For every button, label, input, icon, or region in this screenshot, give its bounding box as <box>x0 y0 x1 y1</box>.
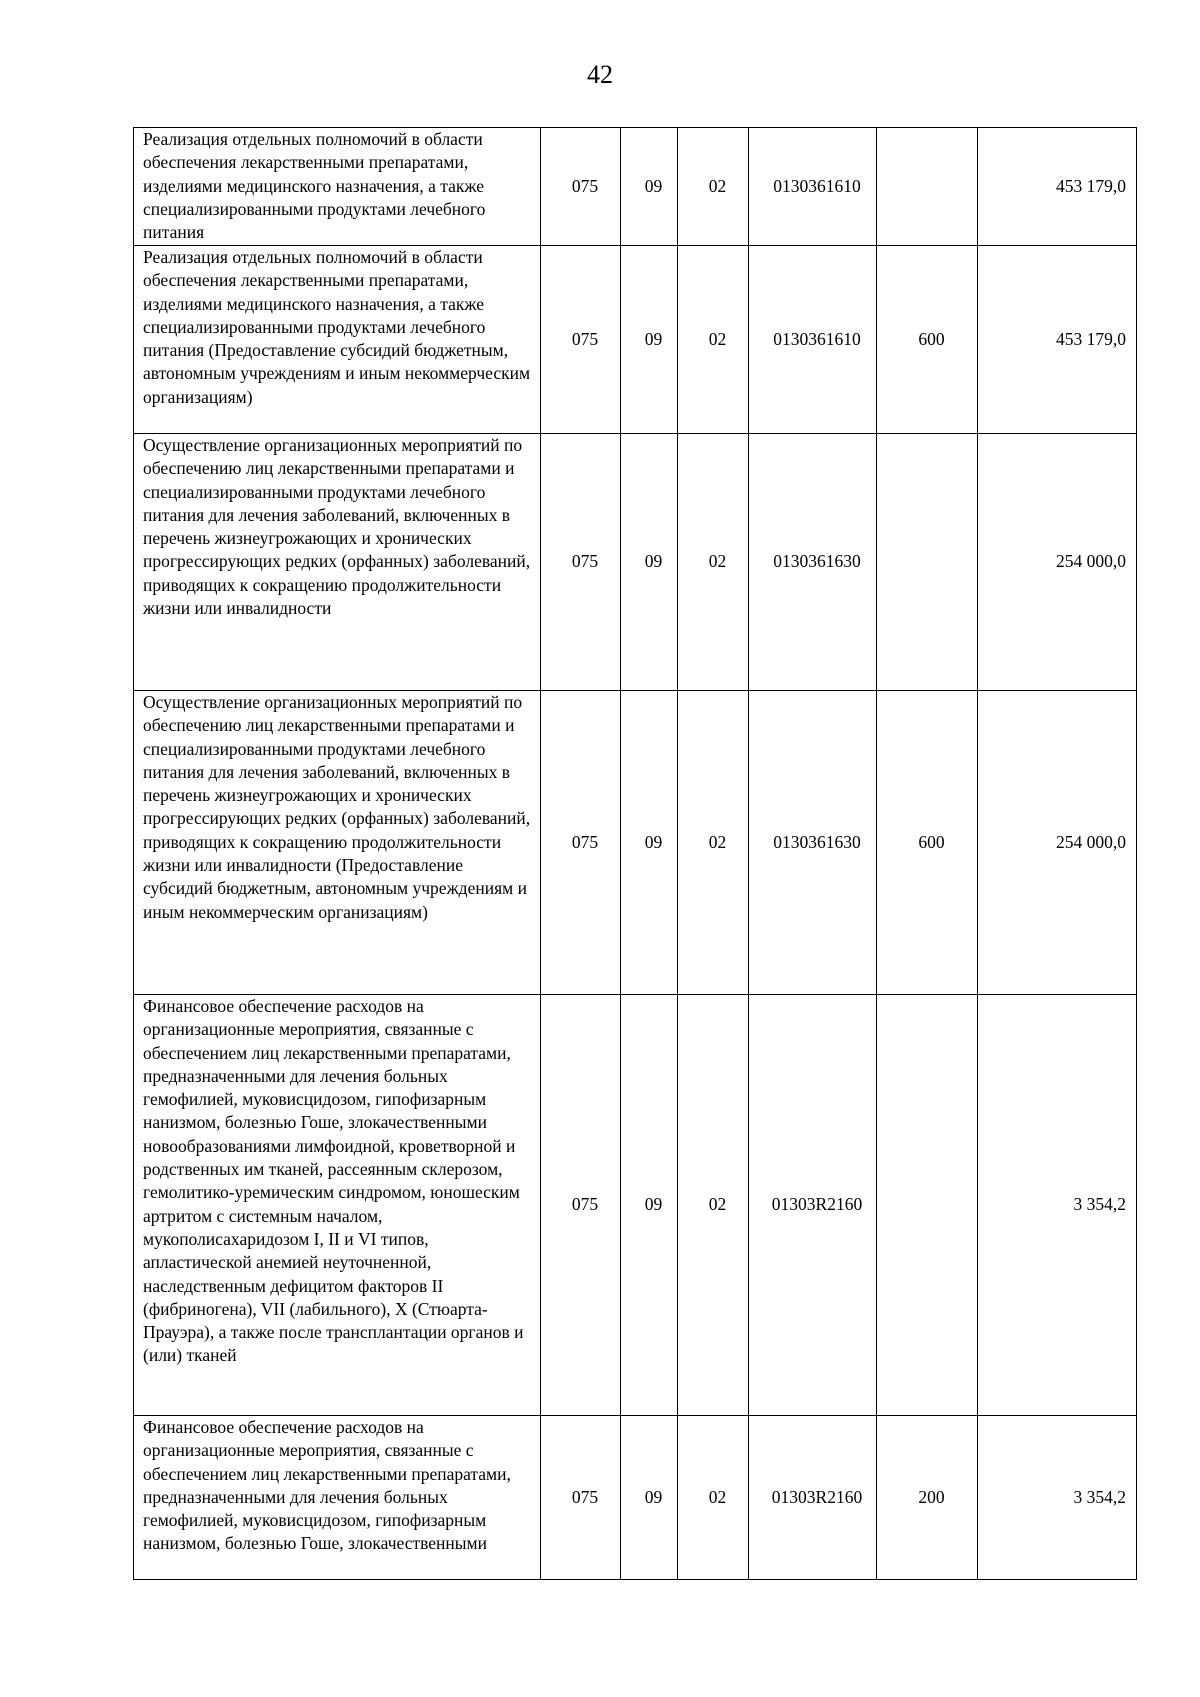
ministry-code-cell: 075 <box>541 691 621 995</box>
table-row <box>134 995 1137 1416</box>
table-row <box>134 434 1137 691</box>
ministry-code-cell: 075 <box>541 128 621 246</box>
amount-cell: 3 354,2 <box>978 1416 1137 1580</box>
target-article-cell: 0130361630 <box>749 434 877 691</box>
section-code-cell: 09 <box>621 434 678 691</box>
expense-name-cell: Осуществление организационных мероприятий по обеспечению лиц лекарственными препаратами и специализированными продуктами лечебного питания для лечения заболеваний, включенных в перечень жизнеугрожающих и хронических прогрессирующих редких (орфанных) заболеваний, приводящих к сокращению продолжительности жизни или инвалидности <box>134 434 541 691</box>
budget-table <box>133 127 1137 1580</box>
section-code-cell: 09 <box>621 246 678 434</box>
target-article-cell: 0130361630 <box>749 691 877 995</box>
expense-name-cell: Реализация отдельных полномочий в области обеспечения лекарственными препаратами, изделиями медицинского назначения, а также специализированными продуктами лечебного питания (Предоставление субсидий бюджетным, автономным учреждениям и иным некоммерческим организациям) <box>134 246 541 434</box>
subsection-code-cell: 02 <box>678 691 749 995</box>
section-code-cell: 09 <box>621 1416 678 1580</box>
expense-type-cell: 600 <box>877 246 978 434</box>
expense-name-cell: Финансовое обеспечение расходов на организационные мероприятия, связанные с обеспечением лиц лекарственными препаратами, предназначенными для лечения больных гемофилией, муковисцидозом, гипофизарным нанизмом, болезнью Гоше, злокачественными <box>134 1416 541 1580</box>
expense-name-cell: Осуществление организационных мероприятий по обеспечению лиц лекарственными препаратами и специализированными продуктами лечебного питания для лечения заболеваний, включенных в перечень жизнеугрожающих и хронических прогрессирующих редких (орфанных) заболеваний, приводящих к сокращению продолжительности жизни или инвалидности (Предоставление субсидий бюджетным, автономным учреждениям и иным некоммерческим организациям) <box>134 691 541 995</box>
subsection-code-cell: 02 <box>678 995 749 1416</box>
page-number: 42 <box>587 60 613 89</box>
ministry-code-cell: 075 <box>541 246 621 434</box>
ministry-code-cell: 075 <box>541 1416 621 1580</box>
expense-type-cell: 200 <box>877 1416 978 1580</box>
expense-type-cell <box>877 128 978 246</box>
expense-type-cell: 600 <box>877 691 978 995</box>
target-article-cell: 0130361610 <box>749 246 877 434</box>
subsection-code-cell: 02 <box>678 434 749 691</box>
target-article-cell: 01303R2160 <box>749 995 877 1416</box>
section-code-cell: 09 <box>621 691 678 995</box>
expense-type-cell <box>877 434 978 691</box>
table-row <box>134 1416 1137 1580</box>
target-article-cell: 0130361610 <box>749 128 877 246</box>
amount-cell: 3 354,2 <box>978 995 1137 1416</box>
expense-type-cell <box>877 995 978 1416</box>
section-code-cell: 09 <box>621 128 678 246</box>
amount-cell: 254 000,0 <box>978 434 1137 691</box>
target-article-cell: 01303R2160 <box>749 1416 877 1580</box>
amount-cell: 453 179,0 <box>978 128 1137 246</box>
ministry-code-cell: 075 <box>541 995 621 1416</box>
section-code-cell: 09 <box>621 995 678 1416</box>
expense-name-cell: Реализация отдельных полномочий в области обеспечения лекарственными препаратами, изделиями медицинского назначения, а также специализированными продуктами лечебного питания <box>134 128 541 246</box>
subsection-code-cell: 02 <box>678 128 749 246</box>
subsection-code-cell: 02 <box>678 1416 749 1580</box>
table-row <box>134 246 1137 434</box>
table-row <box>134 128 1137 246</box>
amount-cell: 254 000,0 <box>978 691 1137 995</box>
subsection-code-cell: 02 <box>678 246 749 434</box>
table-row <box>134 691 1137 995</box>
ministry-code-cell: 075 <box>541 434 621 691</box>
expense-name-cell: Финансовое обеспечение расходов на организационные мероприятия, связанные с обеспечением лиц лекарственными препаратами, предназначенными для лечения больных гемофилией, муковисцидозом, гипофизарным нанизмом, болезнью Гоше, злокачественными новообразованиями лимфоидной, кроветворной и родственных им тканей, рассеянным склерозом, гемолитико-уремическим синдромом, юношеским артритом с системным началом, мукополисахаридозом I, II и VI типов, апластической анемией неуточненной, наследственным дефицитом факторов II (фибриногена), VII (лабильного), X (Стюарта-Прауэра), а также после трансплантации органов и (или) тканей <box>134 995 541 1416</box>
amount-cell: 453 179,0 <box>978 246 1137 434</box>
